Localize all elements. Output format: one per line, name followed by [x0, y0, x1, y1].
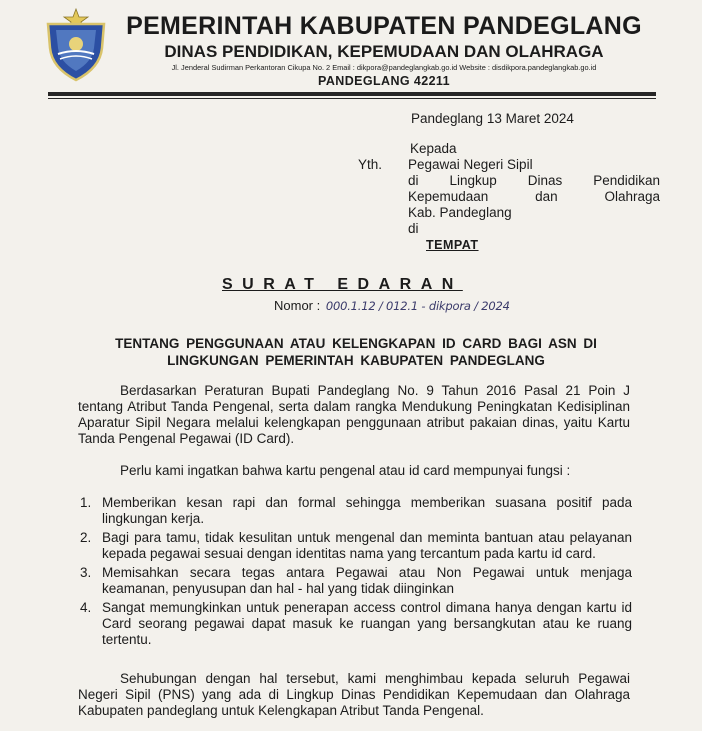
letterhead-address: Jl. Jenderal Sudirman Perkantoran Cikupa No. 2 Email : dikpora@pandeglangkab.go.id Website : disdikpora.pandeglangkab.go.id [171, 63, 597, 72]
kepada-label: Kepada [410, 141, 457, 156]
addressee-line: Kab. Pandeglang [408, 205, 512, 220]
paragraph-legal-basis: Berdasarkan Peraturan Bupati Pandeglang No. 9 Tahun 2016 Pasal 21 Poin J tentang Atribut Tanda Pengenal, serta dalam rangka Mendukung Peningkatan Kedisiplinan Aparatur Sipil Negara melalui kelengkapan penggunaan atribut pakaian dinas, yaitu Kartu Tanda Pengenal Pegawai (ID Card). [78, 383, 630, 446]
list-item-number: 2. [80, 530, 92, 545]
letterhead-title: PEMERINTAH KABUPATEN PANDEGLANG [126, 12, 642, 40]
letterhead-city: PANDEGLANG 42211 [318, 74, 450, 88]
list-item [80, 565, 632, 597]
addressee-line: Pegawai Negeri Sipil [408, 157, 533, 172]
list-item-text: Sangat memungkinkan untuk penerapan access control dimana hanya dengan kartu id Card seorang pegawai dapat masuk ke ruangan yang bersangkutan atau ke ruang tertentu. [102, 600, 632, 647]
functions-list [80, 495, 632, 651]
nomor-handwritten-value: 000.1.12 / 012.1 - dikpora / 2024 [325, 299, 510, 313]
paragraph-functions-intro: Perlu kami ingatkan bahwa kartu pengenal atau id card mempunyai fungsi : [120, 463, 571, 478]
addressee-line: di Lingkup Dinas Pendidikan [408, 173, 660, 188]
list-item [80, 600, 632, 648]
addressee-lines [408, 157, 660, 237]
list-item-text: Bagi para tamu, tidak kesulitan untuk mengenal dan meminta bantuan atau pelayanan kepada pegawai sesuai dengan identitas nama yang tercantum pada kartu id card. [102, 530, 632, 561]
addressee-line: di [408, 221, 419, 236]
list-item-number: 3. [80, 565, 92, 580]
subject-line: TENTANG PENGGUNAAN ATAU KELENGKAPAN ID CARD BAGI ASN DI [115, 336, 597, 351]
list-item [80, 495, 632, 527]
list-item-text: Memisahkan secara tegas antara Pegawai atau Non Pegawai untuk menjaga keamanan, penyusupan dan hal - hal yang tidak diinginkan [102, 565, 632, 596]
list-item-number: 1. [80, 495, 92, 510]
subject-line: LINGKUNGAN PEMERINTAH KABUPATEN PANDEGLANG [167, 353, 545, 368]
tempat-label: TEMPAT [426, 238, 479, 252]
document-number [274, 298, 510, 313]
yth-label: Yth. [358, 157, 383, 172]
nomor-label: Nomor : [274, 298, 321, 313]
addressee-line: Kepemudaan dan Olahraga [408, 189, 660, 204]
paragraph-appeal: Sehubungan dengan hal tersebut, kami menghimbau kepada seluruh Pegawai Negeri Sipil (PNS) yang ada di Lingkup Dinas Pendidikan Kepemudaan dan Olahraga Kabupaten pandeglang untuk Kelengkapan Atribut Tanda Pengenal. [78, 671, 630, 718]
list-item-number: 4. [80, 600, 92, 615]
pandeglang-regency-emblem-icon [44, 8, 108, 82]
letterhead-rule-thick [48, 92, 656, 96]
list-item-text: Memberikan kesan rapi dan formal sehingga memberikan suasana positif pada lingkungan kerja. [102, 495, 632, 526]
subject-heading [88, 335, 624, 369]
letter-date: Pandeglang 13 Maret 2024 [411, 111, 574, 126]
list-item [80, 530, 632, 562]
letterhead-subtitle: DINAS PENDIDIKAN, KEPEMUDAAN DAN OLAHRAGA [164, 42, 604, 61]
letterhead-rule-thin [48, 98, 656, 99]
document-title: SURAT EDARAN [222, 276, 463, 293]
